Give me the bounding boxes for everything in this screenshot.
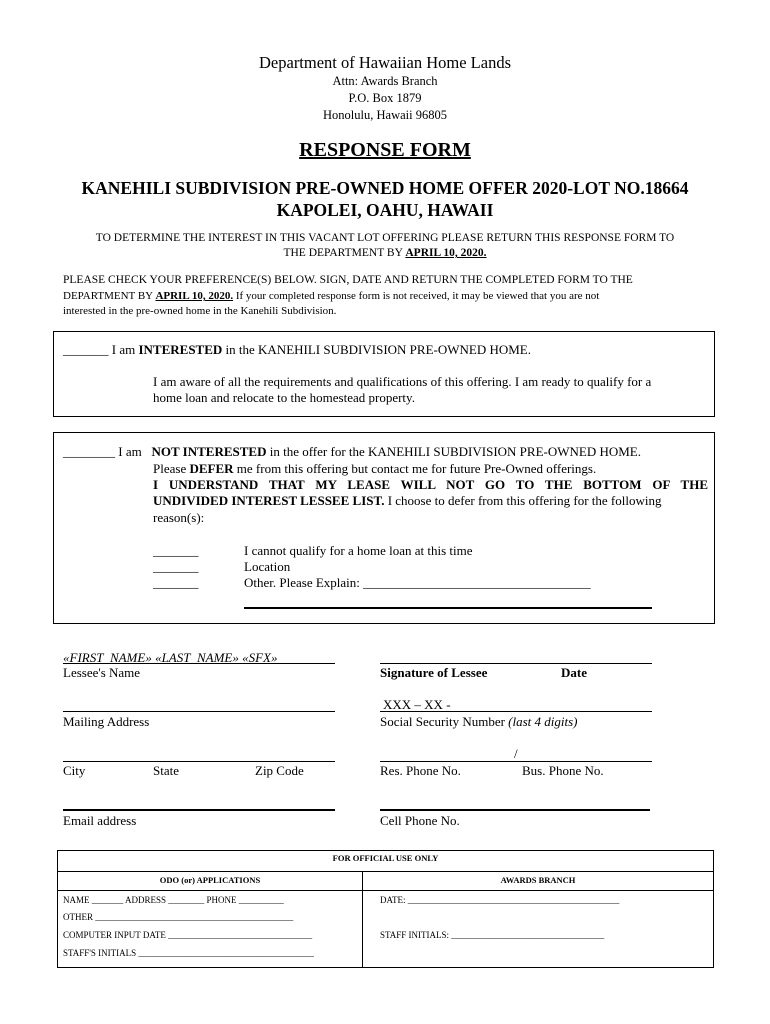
signature-label: Signature of Lessee — [380, 665, 488, 680]
res-phone-label: Res. Phone No. — [380, 763, 461, 778]
intro-line1: TO DETERMINE THE INTEREST IN THIS VACANT LOT OFFERING PLEASE RETURN THIS RESPONSE FORM TO — [95, 232, 675, 244]
ssn-line — [380, 711, 652, 712]
state-label: State — [153, 763, 179, 778]
reason-other-explain[interactable]: Other. Please Explain: ___________________________________ — [244, 575, 591, 590]
awards-staff-initials-row: STAFF INITIALS: __________________________________ — [380, 930, 605, 940]
form-title: RESPONSE FORM — [299, 139, 471, 161]
interested-keyword: INTERESTED — [138, 342, 223, 357]
explain-extra-line[interactable] — [244, 607, 652, 609]
not-interested-keyword: NOT INTERESTED — [151, 444, 267, 459]
instructions-line3: interested in the pre-owned home in the Kanehili Subdivision. — [63, 305, 337, 317]
reason-checkbox-blank[interactable]: _______ — [153, 559, 199, 574]
interested-i-am: I am — [108, 342, 139, 357]
phone-slash: / — [514, 746, 518, 761]
odo-computer-input-row: COMPUTER INPUT DATE ________________________________ — [63, 930, 313, 940]
intro-line2-prefix: THE DEPARTMENT BY — [283, 247, 406, 259]
official-use-title: FOR OFFICIAL USE ONLY — [332, 853, 439, 863]
lessee-name-line — [63, 663, 335, 664]
attn-line: Attn: Awards Branch — [332, 74, 438, 88]
interested-option[interactable] — [63, 342, 531, 358]
official-divider — [362, 890, 363, 968]
instructions-deadline: APRIL 10, 2020. — [155, 290, 234, 302]
city-label: City — [63, 763, 86, 778]
interested-para-line1: I am aware of all the requirements and qualifications of this offering. I am ready to qualify for a — [153, 374, 652, 389]
lease-warning-bold: UNDIVIDED INTEREST LESSEE LIST. — [153, 493, 385, 508]
not-interested-i-am: I am — [115, 444, 145, 459]
signature-line[interactable] — [380, 663, 652, 664]
department-name: Department of Hawaiian Home Lands — [259, 53, 511, 72]
reason-checkbox-blank[interactable]: _______ — [153, 575, 199, 590]
instructions-prefix: DEPARTMENT BY — [63, 290, 156, 302]
choose-defer-text: I choose to defer from this offering for the following — [384, 493, 662, 508]
awards-date-row: DATE: _______________________________________________ — [380, 895, 620, 905]
reason-home-loan: I cannot qualify for a home loan at this time — [244, 543, 473, 558]
reason-checkbox-blank[interactable]: _______ — [153, 543, 199, 558]
mailing-address-label: Mailing Address — [63, 714, 150, 729]
intro-deadline: APRIL 10, 2020. — [405, 247, 487, 259]
cell-phone-label: Cell Phone No. — [380, 813, 460, 828]
ssn-hint: (last 4 digits) — [508, 714, 578, 729]
ssn-label — [380, 714, 578, 730]
defer-prefix: Please — [153, 461, 190, 476]
ssn-value[interactable]: XXX – XX - — [383, 697, 451, 712]
ssn-label-text: Social Security Number — [380, 714, 509, 729]
city-state-line: Honolulu, Hawaii 96805 — [323, 108, 447, 122]
odo-name-row: NAME _______ ADDRESS ________ PHONE __________ — [63, 895, 284, 905]
signature-date-label: Date — [561, 665, 587, 680]
email-line[interactable] — [63, 809, 335, 811]
email-label: Email address — [63, 813, 137, 828]
po-box-line: P.O. Box 1879 — [348, 91, 422, 105]
offer-title-line2: KAPOLEI, OAHU, HAWAII — [276, 200, 494, 220]
offer-title-line1: KANEHILI SUBDIVISION PRE-OWNED HOME OFFER 2020-LOT NO.18664 — [81, 178, 689, 198]
interested-para-line2: home loan and relocate to the homestead property. — [153, 390, 415, 405]
lease-warning-line2 — [153, 493, 661, 509]
defer-rest: me from this offering but contact me for future Pre-Owned offerings. — [233, 461, 597, 476]
defer-word: DEFER — [189, 461, 234, 476]
odo-staff-initials-row: STAFF'S INITIALS _______________________________________ — [63, 948, 314, 958]
intro-line2 — [0, 247, 770, 259]
odo-header: ODO (or) APPLICATIONS — [159, 875, 261, 885]
lessee-name-label: Lessee's Name — [63, 665, 141, 680]
lease-warning-line1: I UNDERSTAND THAT MY LEASE WILL NOT GO TO THE BOTTOM OF THE — [153, 477, 708, 492]
lessee-name-value[interactable]: «FIRST_NAME» «LAST_NAME» «SFX» — [63, 650, 278, 665]
not-interested-checkbox-blank[interactable]: ________ — [63, 444, 115, 459]
instructions-line1: PLEASE CHECK YOUR PREFERENCE(S) BELOW. SIGN, DATE AND RETURN THE COMPLETED FORM TO THE — [63, 274, 633, 286]
cell-phone-line[interactable] — [380, 809, 650, 811]
reason-location: Location — [244, 559, 291, 574]
interested-rest: in the KANEHILI SUBDIVISION PRE-OWNED HOME. — [222, 342, 531, 357]
zip-label: Zip Code — [255, 763, 304, 778]
instructions-line2 — [63, 290, 723, 302]
not-interested-rest: in the offer for the KANEHILI SUBDIVISION PRE-OWNED HOME. — [266, 444, 641, 459]
bus-phone-label: Bus. Phone No. — [522, 763, 604, 778]
reasons-label: reason(s): — [153, 510, 205, 525]
awards-header: AWARDS BRANCH — [500, 875, 576, 885]
mailing-address-line[interactable] — [63, 711, 335, 712]
city-state-zip-line[interactable] — [63, 761, 335, 762]
odo-other-row: OTHER ____________________________________________ — [63, 912, 294, 922]
interested-checkbox-blank[interactable]: _______ — [63, 342, 109, 357]
defer-line — [153, 461, 596, 477]
instructions-suffix: If your completed response form is not received, it may be viewed that you are not — [233, 290, 600, 302]
not-interested-option[interactable] — [63, 444, 641, 460]
